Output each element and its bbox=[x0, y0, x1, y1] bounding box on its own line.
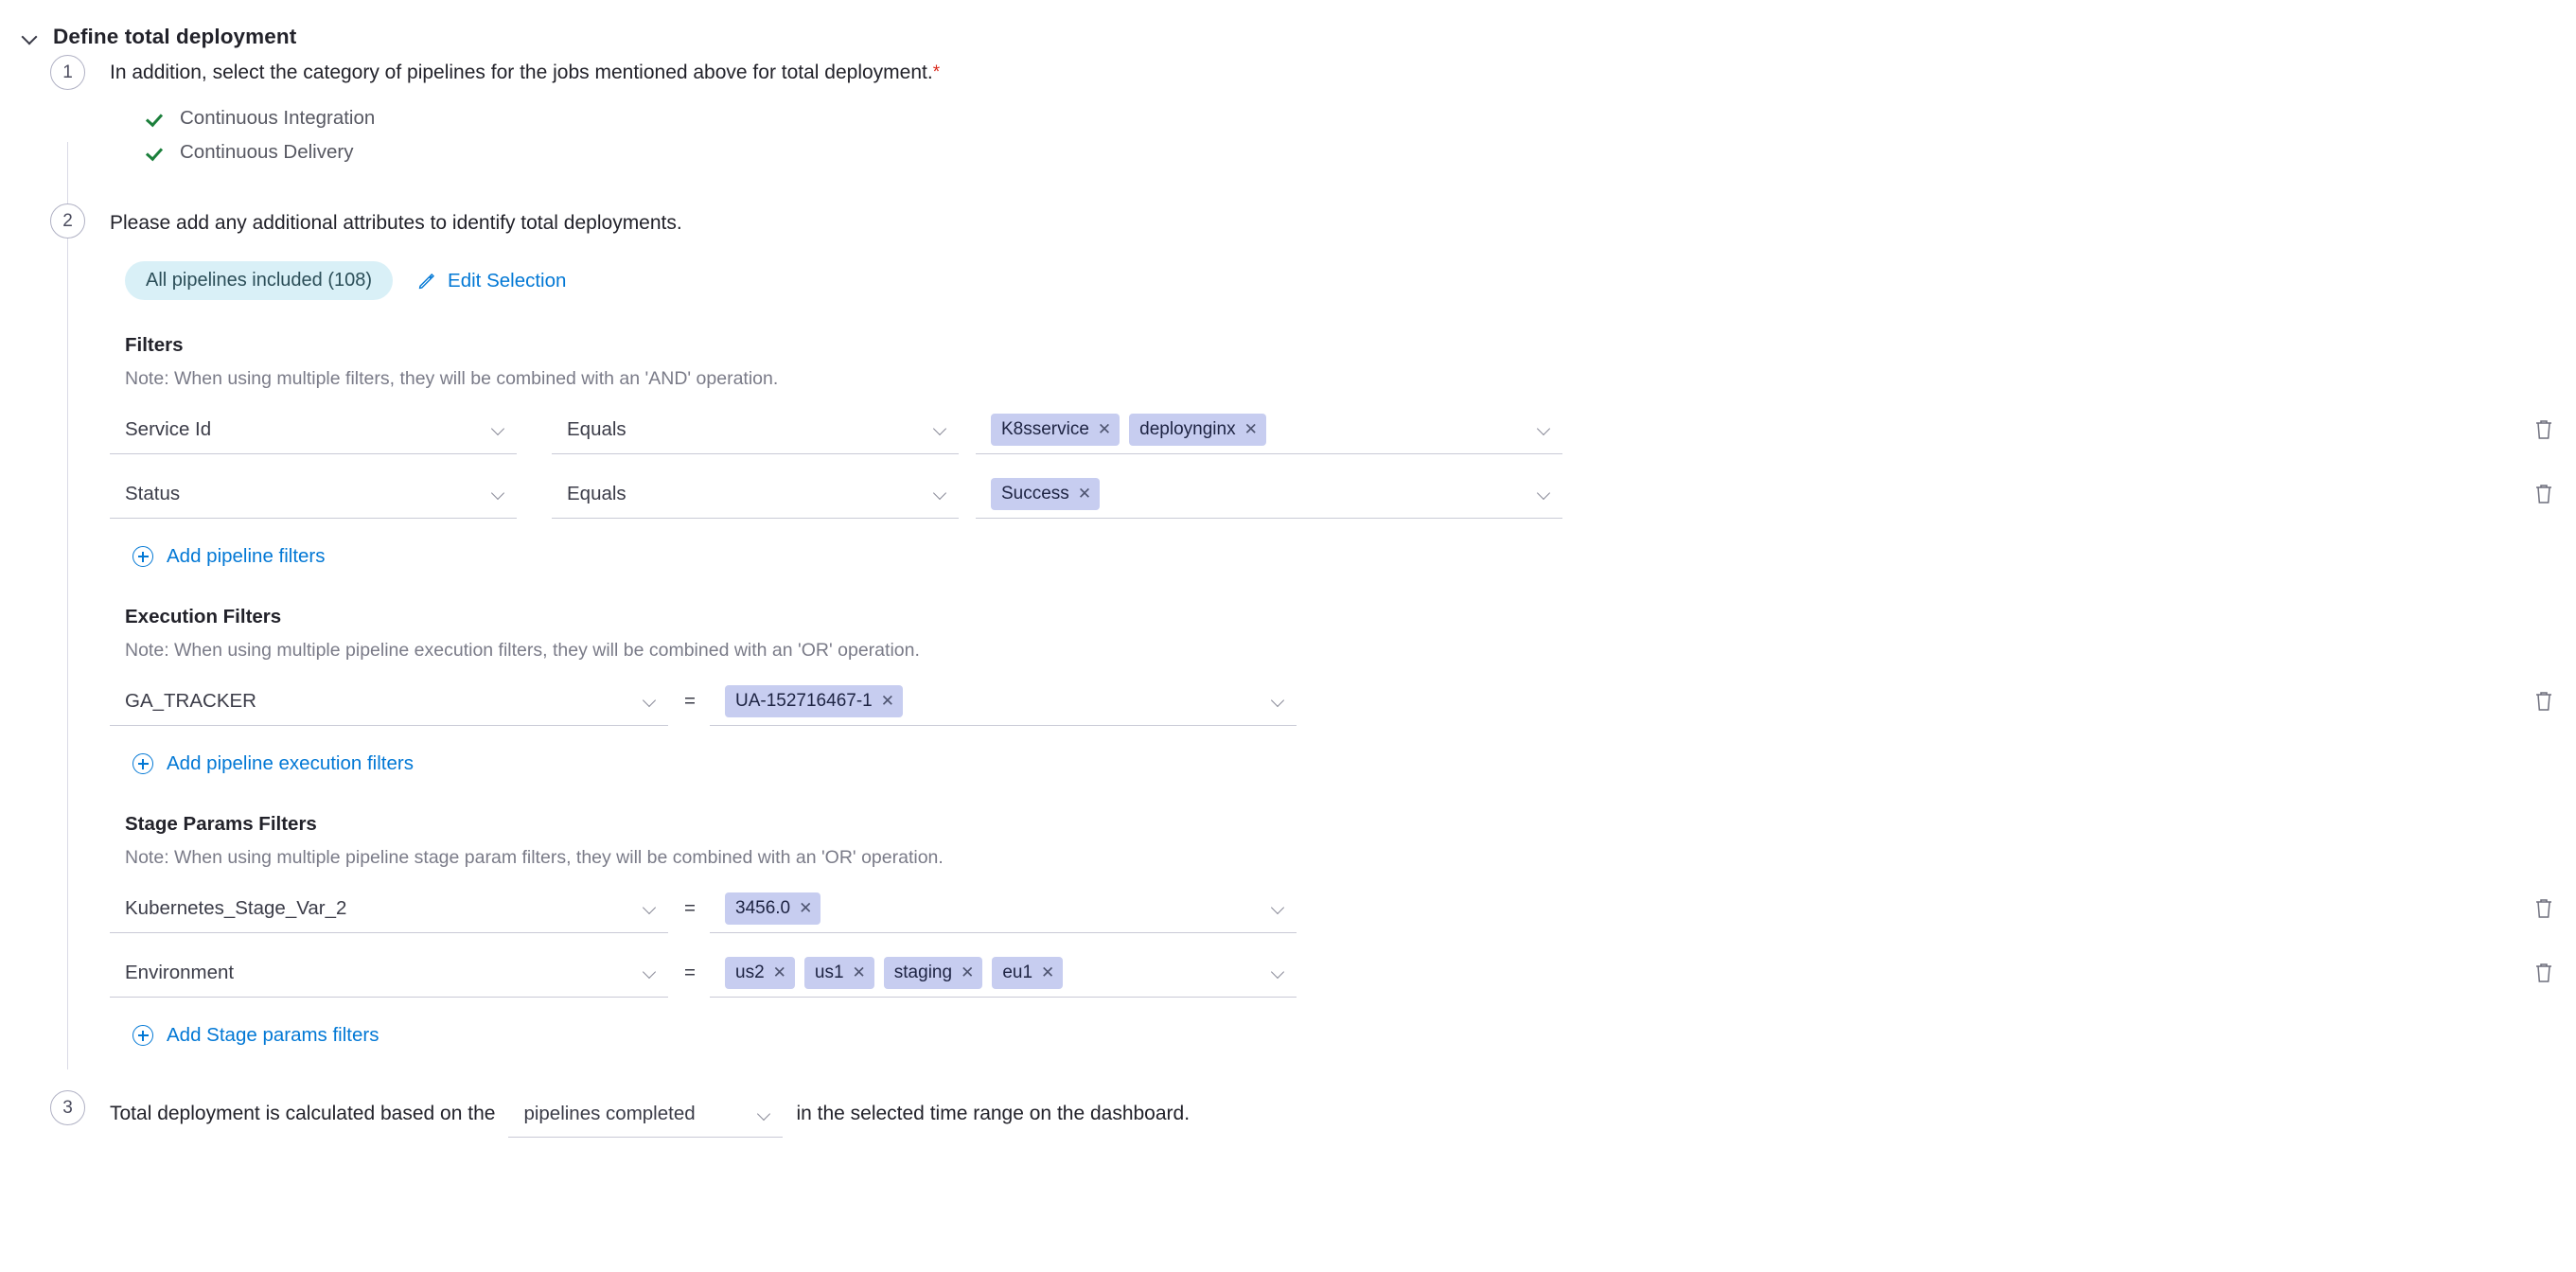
pencil-icon bbox=[417, 272, 436, 291]
remove-tag-icon[interactable]: ✕ bbox=[880, 692, 894, 710]
value-tag-label: K8sservice bbox=[1001, 418, 1089, 439]
filter-row bbox=[110, 469, 1562, 519]
add-pipeline-filters-button[interactable] bbox=[132, 545, 1562, 568]
execution-filter-values-tags bbox=[725, 685, 903, 717]
stage-param-filter-row bbox=[110, 948, 1562, 998]
chevron-down-icon bbox=[493, 488, 505, 501]
value-tag[interactable] bbox=[725, 685, 903, 717]
value-tag[interactable] bbox=[991, 478, 1100, 510]
filter-field-select[interactable] bbox=[110, 405, 517, 454]
remove-tag-icon[interactable]: ✕ bbox=[961, 963, 975, 981]
filter-operator-value: Equals bbox=[567, 482, 626, 504]
chevron-down-icon bbox=[644, 967, 657, 980]
chevron-down-icon bbox=[935, 424, 947, 436]
stage-param-key-value: Kubernetes_Stage_Var_2 bbox=[125, 896, 347, 919]
stage-params-filters-note: Note: When using multiple pipeline stage param filters, they will be combined with an 'OR' operation. bbox=[125, 847, 944, 868]
plus-circle-icon bbox=[132, 753, 153, 774]
filter-field-select[interactable] bbox=[110, 469, 517, 519]
value-tag[interactable] bbox=[992, 957, 1063, 989]
stage-param-filter-row bbox=[110, 884, 1562, 933]
value-tag-label: Success bbox=[1001, 483, 1069, 504]
delete-filter-button[interactable] bbox=[2528, 478, 2560, 510]
step-3-text-after: in the selected time range on the dashboard. bbox=[796, 1103, 1191, 1124]
add-stage-params-filters-label: Add Stage params filters bbox=[167, 1024, 379, 1046]
value-tag[interactable] bbox=[884, 957, 983, 989]
step-3-text bbox=[110, 1090, 2576, 1138]
chevron-down-icon bbox=[1539, 424, 1551, 436]
filter-operator-select[interactable] bbox=[552, 405, 959, 454]
add-pipeline-execution-filters-label: Add pipeline execution filters bbox=[167, 752, 414, 774]
value-tag-label: 3456.0 bbox=[735, 897, 791, 918]
step-2 bbox=[42, 203, 2576, 1047]
value-tag-label: us2 bbox=[735, 962, 765, 982]
stage-params-filters-title: Stage Params Filters bbox=[125, 813, 317, 835]
chevron-down-icon bbox=[1273, 967, 1285, 980]
remove-tag-icon[interactable]: ✕ bbox=[772, 963, 786, 981]
filters-note: Note: When using multiple filters, they will be combined with an 'AND' operation. bbox=[125, 368, 779, 389]
equals-sign: = bbox=[684, 897, 696, 919]
checkbox-continuous-delivery[interactable] bbox=[146, 135, 2576, 169]
delete-filter-button[interactable] bbox=[2528, 414, 2560, 446]
filter-values-tags bbox=[991, 414, 1266, 446]
filter-values-select[interactable] bbox=[976, 469, 1562, 519]
value-tag[interactable] bbox=[804, 957, 874, 989]
step-3-body bbox=[85, 1090, 2576, 1138]
step-2-bullet: 2 bbox=[50, 203, 85, 238]
equals-sign: = bbox=[684, 962, 696, 983]
step-1-label: In addition, select the category of pipelines for the jobs mentioned above for total deployment. bbox=[110, 62, 933, 83]
filter-operator-select[interactable] bbox=[552, 469, 959, 519]
remove-tag-icon[interactable]: ✕ bbox=[1097, 420, 1112, 438]
value-tag[interactable] bbox=[1129, 414, 1266, 446]
stage-param-values-tags bbox=[725, 957, 1063, 989]
filter-values-select[interactable] bbox=[976, 405, 1562, 454]
remove-tag-icon[interactable]: ✕ bbox=[852, 963, 866, 981]
remove-tag-icon[interactable]: ✕ bbox=[1077, 485, 1092, 503]
steps-container bbox=[42, 55, 2576, 1138]
add-pipeline-filters-label: Add pipeline filters bbox=[167, 545, 326, 567]
chevron-down-icon bbox=[1539, 488, 1551, 501]
add-pipeline-execution-filters-button[interactable] bbox=[132, 752, 1562, 775]
filter-row bbox=[110, 405, 1562, 454]
stage-param-values-tags bbox=[725, 892, 820, 925]
section-header[interactable] bbox=[0, 0, 2576, 55]
check-icon bbox=[146, 109, 165, 128]
value-tag-label: UA-152716467-1 bbox=[735, 690, 873, 711]
calculation-basis-select[interactable] bbox=[508, 1090, 783, 1138]
value-tag-label: staging bbox=[893, 962, 953, 982]
checkbox-label: Continuous Integration bbox=[180, 107, 376, 129]
step-3-text-before: Total deployment is calculated based on the bbox=[110, 1103, 496, 1124]
step-1-body bbox=[85, 55, 2576, 169]
stage-param-key-value: Environment bbox=[125, 961, 235, 983]
stage-param-key-select[interactable] bbox=[110, 948, 668, 998]
pipeline-category-checkbox-list bbox=[146, 101, 2576, 169]
edit-selection-button[interactable] bbox=[417, 270, 566, 292]
check-icon bbox=[146, 143, 165, 162]
calculation-basis-value: pipelines completed bbox=[523, 1102, 696, 1124]
chevron-down-icon bbox=[493, 424, 505, 436]
stage-param-key-select[interactable] bbox=[110, 884, 668, 933]
stage-param-values-select[interactable] bbox=[710, 948, 1297, 998]
chevron-down-icon bbox=[759, 1109, 771, 1122]
value-tag[interactable] bbox=[725, 892, 820, 925]
execution-filter-key-select[interactable] bbox=[110, 677, 668, 726]
edit-selection-label: Edit Selection bbox=[448, 269, 567, 292]
step-1-text bbox=[110, 55, 2576, 90]
add-stage-params-filters-button[interactable] bbox=[132, 1024, 1562, 1047]
stage-param-values-select[interactable] bbox=[710, 884, 1297, 933]
chevron-down-icon[interactable] bbox=[21, 27, 40, 46]
filter-field-value: Service Id bbox=[125, 417, 212, 440]
page-title: Define total deployment bbox=[53, 25, 297, 48]
remove-tag-icon[interactable]: ✕ bbox=[1041, 963, 1055, 981]
chevron-down-icon bbox=[935, 488, 947, 501]
step-2-body bbox=[85, 203, 1562, 1047]
step-1 bbox=[42, 55, 2576, 169]
checkbox-continuous-integration[interactable] bbox=[146, 101, 2576, 135]
value-tag-label: eu1 bbox=[1002, 962, 1033, 982]
remove-tag-icon[interactable]: ✕ bbox=[1244, 420, 1258, 438]
chevron-down-icon bbox=[1273, 903, 1285, 915]
delete-stage-param-filter-button[interactable] bbox=[2528, 957, 2560, 989]
step-2-text: Please add any additional attributes to identify total deployments. bbox=[110, 212, 682, 234]
delete-execution-filter-button[interactable] bbox=[2528, 685, 2560, 717]
status-badge-pipelines-included: All pipelines included (108) bbox=[125, 261, 393, 300]
delete-stage-param-filter-button[interactable] bbox=[2528, 892, 2560, 925]
execution-filters-title: Execution Filters bbox=[125, 606, 282, 627]
filter-field-value: Status bbox=[125, 482, 181, 504]
execution-filter-values-select[interactable] bbox=[710, 677, 1297, 726]
chevron-down-icon bbox=[644, 903, 657, 915]
chevron-down-icon bbox=[644, 696, 657, 708]
filter-values-tags bbox=[991, 478, 1100, 510]
selection-summary-row bbox=[125, 261, 1562, 300]
execution-filter-row bbox=[110, 677, 1562, 726]
filters-title: Filters bbox=[125, 334, 184, 356]
plus-circle-icon bbox=[132, 546, 153, 567]
value-tag[interactable] bbox=[991, 414, 1120, 446]
remove-tag-icon[interactable]: ✕ bbox=[799, 899, 813, 917]
value-tag[interactable] bbox=[725, 957, 795, 989]
required-marker: * bbox=[932, 62, 941, 82]
step-1-bullet: 1 bbox=[50, 55, 85, 90]
value-tag-label: deploynginx bbox=[1139, 418, 1236, 439]
execution-filter-key-value: GA_TRACKER bbox=[125, 689, 256, 712]
equals-sign: = bbox=[684, 690, 696, 712]
value-tag-label: us1 bbox=[814, 962, 844, 982]
execution-filters-note: Note: When using multiple pipeline execution filters, they will be combined with an 'OR' operation. bbox=[125, 640, 920, 661]
chevron-down-icon bbox=[1273, 696, 1285, 708]
filter-operator-value: Equals bbox=[567, 417, 626, 440]
step-3-bullet: 3 bbox=[50, 1090, 85, 1125]
checkbox-label: Continuous Delivery bbox=[180, 141, 354, 163]
plus-circle-icon bbox=[132, 1025, 153, 1046]
step-3 bbox=[42, 1090, 2576, 1138]
